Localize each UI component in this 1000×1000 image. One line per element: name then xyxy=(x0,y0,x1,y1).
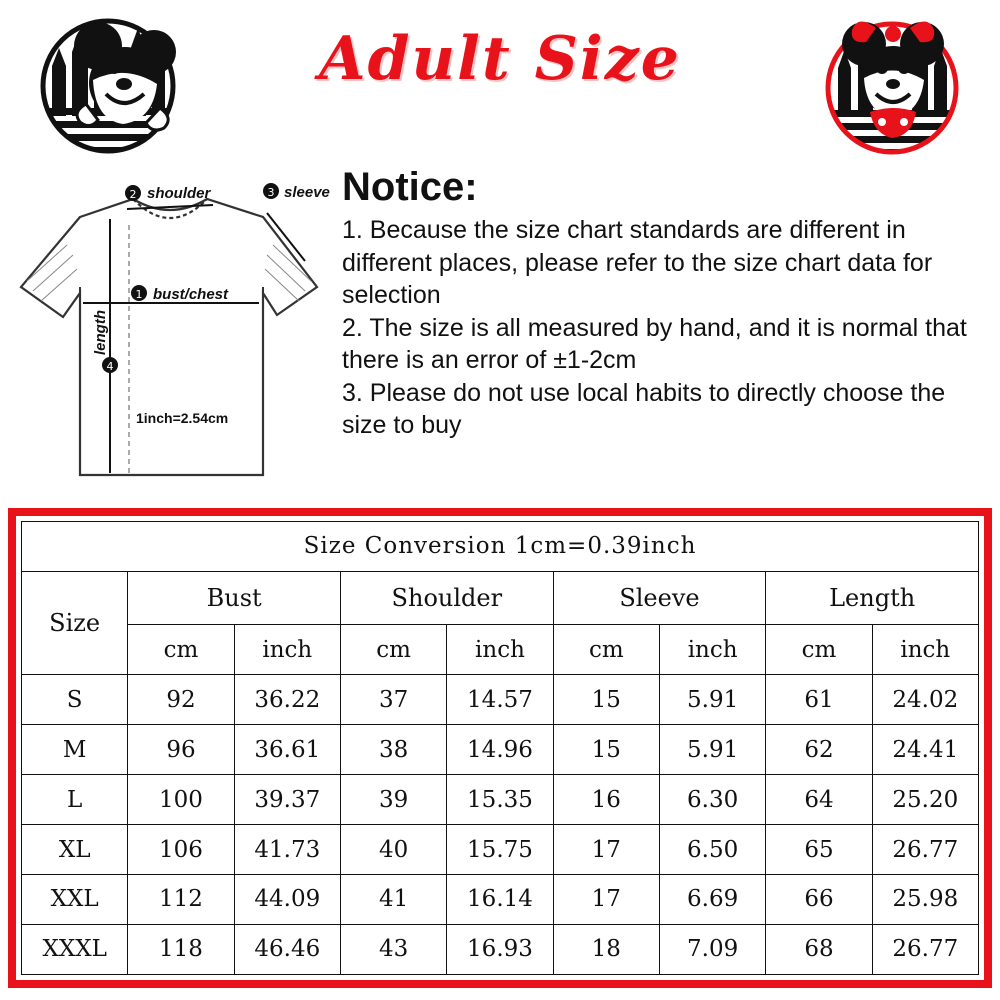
row-size-label: S xyxy=(22,675,128,725)
row-size-label: M xyxy=(22,725,128,775)
notice-line-1: 1. Because the size chart standards are different in different places, please refer to the size chart data for selection xyxy=(342,216,933,309)
header-group-sleeve: Sleeve xyxy=(553,571,766,624)
cell-shoulder-cm: 37 xyxy=(340,675,446,725)
sleeve-label xyxy=(263,183,330,201)
cell-bust-inch: 36.61 xyxy=(234,725,340,775)
cell-length-cm: 65 xyxy=(766,825,872,875)
cell-length-cm: 62 xyxy=(766,725,872,775)
header-unit-shoulder-cm: cm xyxy=(340,625,446,675)
header-group-bust: Bust xyxy=(128,571,341,624)
cell-sleeve-inch: 6.30 xyxy=(659,775,765,825)
table-row xyxy=(22,825,979,875)
notice-line-3: 3. Please do not use local habits to directly choose the size to buy xyxy=(342,378,946,439)
cell-sleeve-inch: 6.50 xyxy=(659,825,765,875)
svg-text:4: 4 xyxy=(106,360,114,373)
cell-length-cm: 61 xyxy=(766,675,872,725)
header-unit-sleeve-inch: inch xyxy=(659,625,765,675)
cell-sleeve-inch: 7.09 xyxy=(659,924,765,974)
cell-shoulder-inch: 15.75 xyxy=(447,825,553,875)
cell-shoulder-inch: 14.57 xyxy=(447,675,553,725)
minnie-mouse-icon xyxy=(812,8,972,158)
header-unit-shoulder-inch: inch xyxy=(447,625,553,675)
svg-text:shoulder: shoulder xyxy=(147,185,211,202)
table-row xyxy=(22,725,979,775)
cell-shoulder-inch: 16.14 xyxy=(447,875,553,925)
mickey-mouse-icon xyxy=(28,8,188,158)
cell-sleeve-inch: 5.91 xyxy=(659,725,765,775)
table-row xyxy=(22,924,979,974)
cell-sleeve-cm: 16 xyxy=(553,775,659,825)
size-conversion-table xyxy=(21,521,979,975)
cell-sleeve-cm: 15 xyxy=(553,675,659,725)
svg-text:2: 2 xyxy=(129,188,137,201)
row-size-label: XL xyxy=(22,825,128,875)
cell-sleeve-cm: 17 xyxy=(553,875,659,925)
cell-length-cm: 64 xyxy=(766,775,872,825)
cell-shoulder-cm: 40 xyxy=(340,825,446,875)
cell-shoulder-inch: 14.96 xyxy=(447,725,553,775)
size-conversion-table-block xyxy=(8,508,992,988)
cell-length-cm: 68 xyxy=(766,924,872,974)
cell-sleeve-cm: 17 xyxy=(553,825,659,875)
cell-sleeve-inch: 5.91 xyxy=(659,675,765,725)
header-unit-length-cm: cm xyxy=(766,625,872,675)
cell-shoulder-cm: 39 xyxy=(340,775,446,825)
svg-text:3: 3 xyxy=(267,186,275,199)
header-unit-bust-inch: inch xyxy=(234,625,340,675)
header-size: Size xyxy=(22,571,128,674)
cell-length-inch: 25.20 xyxy=(872,775,978,825)
cell-length-inch: 24.02 xyxy=(872,675,978,725)
cell-bust-cm: 96 xyxy=(128,725,234,775)
table-caption: Size Conversion 1cm=0.39inch xyxy=(22,522,979,572)
banner xyxy=(0,0,1000,165)
svg-text:bust/chest: bust/chest xyxy=(153,286,229,303)
cell-shoulder-cm: 43 xyxy=(340,924,446,974)
cell-shoulder-inch: 15.35 xyxy=(447,775,553,825)
cell-shoulder-cm: 41 xyxy=(340,875,446,925)
table-row xyxy=(22,775,979,825)
cell-shoulder-inch: 16.93 xyxy=(447,924,553,974)
cell-bust-inch: 36.22 xyxy=(234,675,340,725)
cell-bust-cm: 106 xyxy=(128,825,234,875)
cell-bust-inch: 44.09 xyxy=(234,875,340,925)
cell-bust-inch: 46.46 xyxy=(234,924,340,974)
row-size-label: XXL xyxy=(22,875,128,925)
cell-sleeve-inch: 6.69 xyxy=(659,875,765,925)
middle-section xyxy=(0,165,1000,505)
table-row xyxy=(22,675,979,725)
page-title: Adult Size xyxy=(319,24,681,94)
notice-heading: Notice: xyxy=(342,165,478,209)
cell-length-inch: 25.98 xyxy=(872,875,978,925)
cell-length-inch: 26.77 xyxy=(872,825,978,875)
shoulder-label xyxy=(125,185,212,202)
notice-line-2: 2. The size is all measured by hand, and it is normal that there is an error of ±1-2cm xyxy=(342,313,967,374)
table-row xyxy=(22,875,979,925)
cell-length-inch: 24.41 xyxy=(872,725,978,775)
row-size-label: XXXL xyxy=(22,924,128,974)
header-group-length: Length xyxy=(766,571,979,624)
cell-shoulder-cm: 38 xyxy=(340,725,446,775)
inch-conversion-note: 1inch=2.54cm xyxy=(136,410,229,426)
cell-length-inch: 26.77 xyxy=(872,924,978,974)
cell-sleeve-cm: 18 xyxy=(553,924,659,974)
header-unit-sleeve-cm: cm xyxy=(553,625,659,675)
cell-sleeve-cm: 15 xyxy=(553,725,659,775)
cell-bust-inch: 41.73 xyxy=(234,825,340,875)
svg-text:length: length xyxy=(92,310,109,355)
cell-bust-cm: 100 xyxy=(128,775,234,825)
svg-text:sleeve: sleeve xyxy=(284,184,330,201)
cell-bust-cm: 92 xyxy=(128,675,234,725)
header-unit-bust-cm: cm xyxy=(128,625,234,675)
cell-bust-cm: 112 xyxy=(128,875,234,925)
cell-length-cm: 66 xyxy=(766,875,872,925)
header-group-shoulder: Shoulder xyxy=(340,571,553,624)
row-size-label: L xyxy=(22,775,128,825)
cell-bust-inch: 39.37 xyxy=(234,775,340,825)
notice-block xyxy=(342,165,992,442)
tshirt-measurement-diagram xyxy=(5,175,335,495)
cell-bust-cm: 118 xyxy=(128,924,234,974)
svg-text:1: 1 xyxy=(135,288,143,301)
header-unit-length-inch: inch xyxy=(872,625,978,675)
